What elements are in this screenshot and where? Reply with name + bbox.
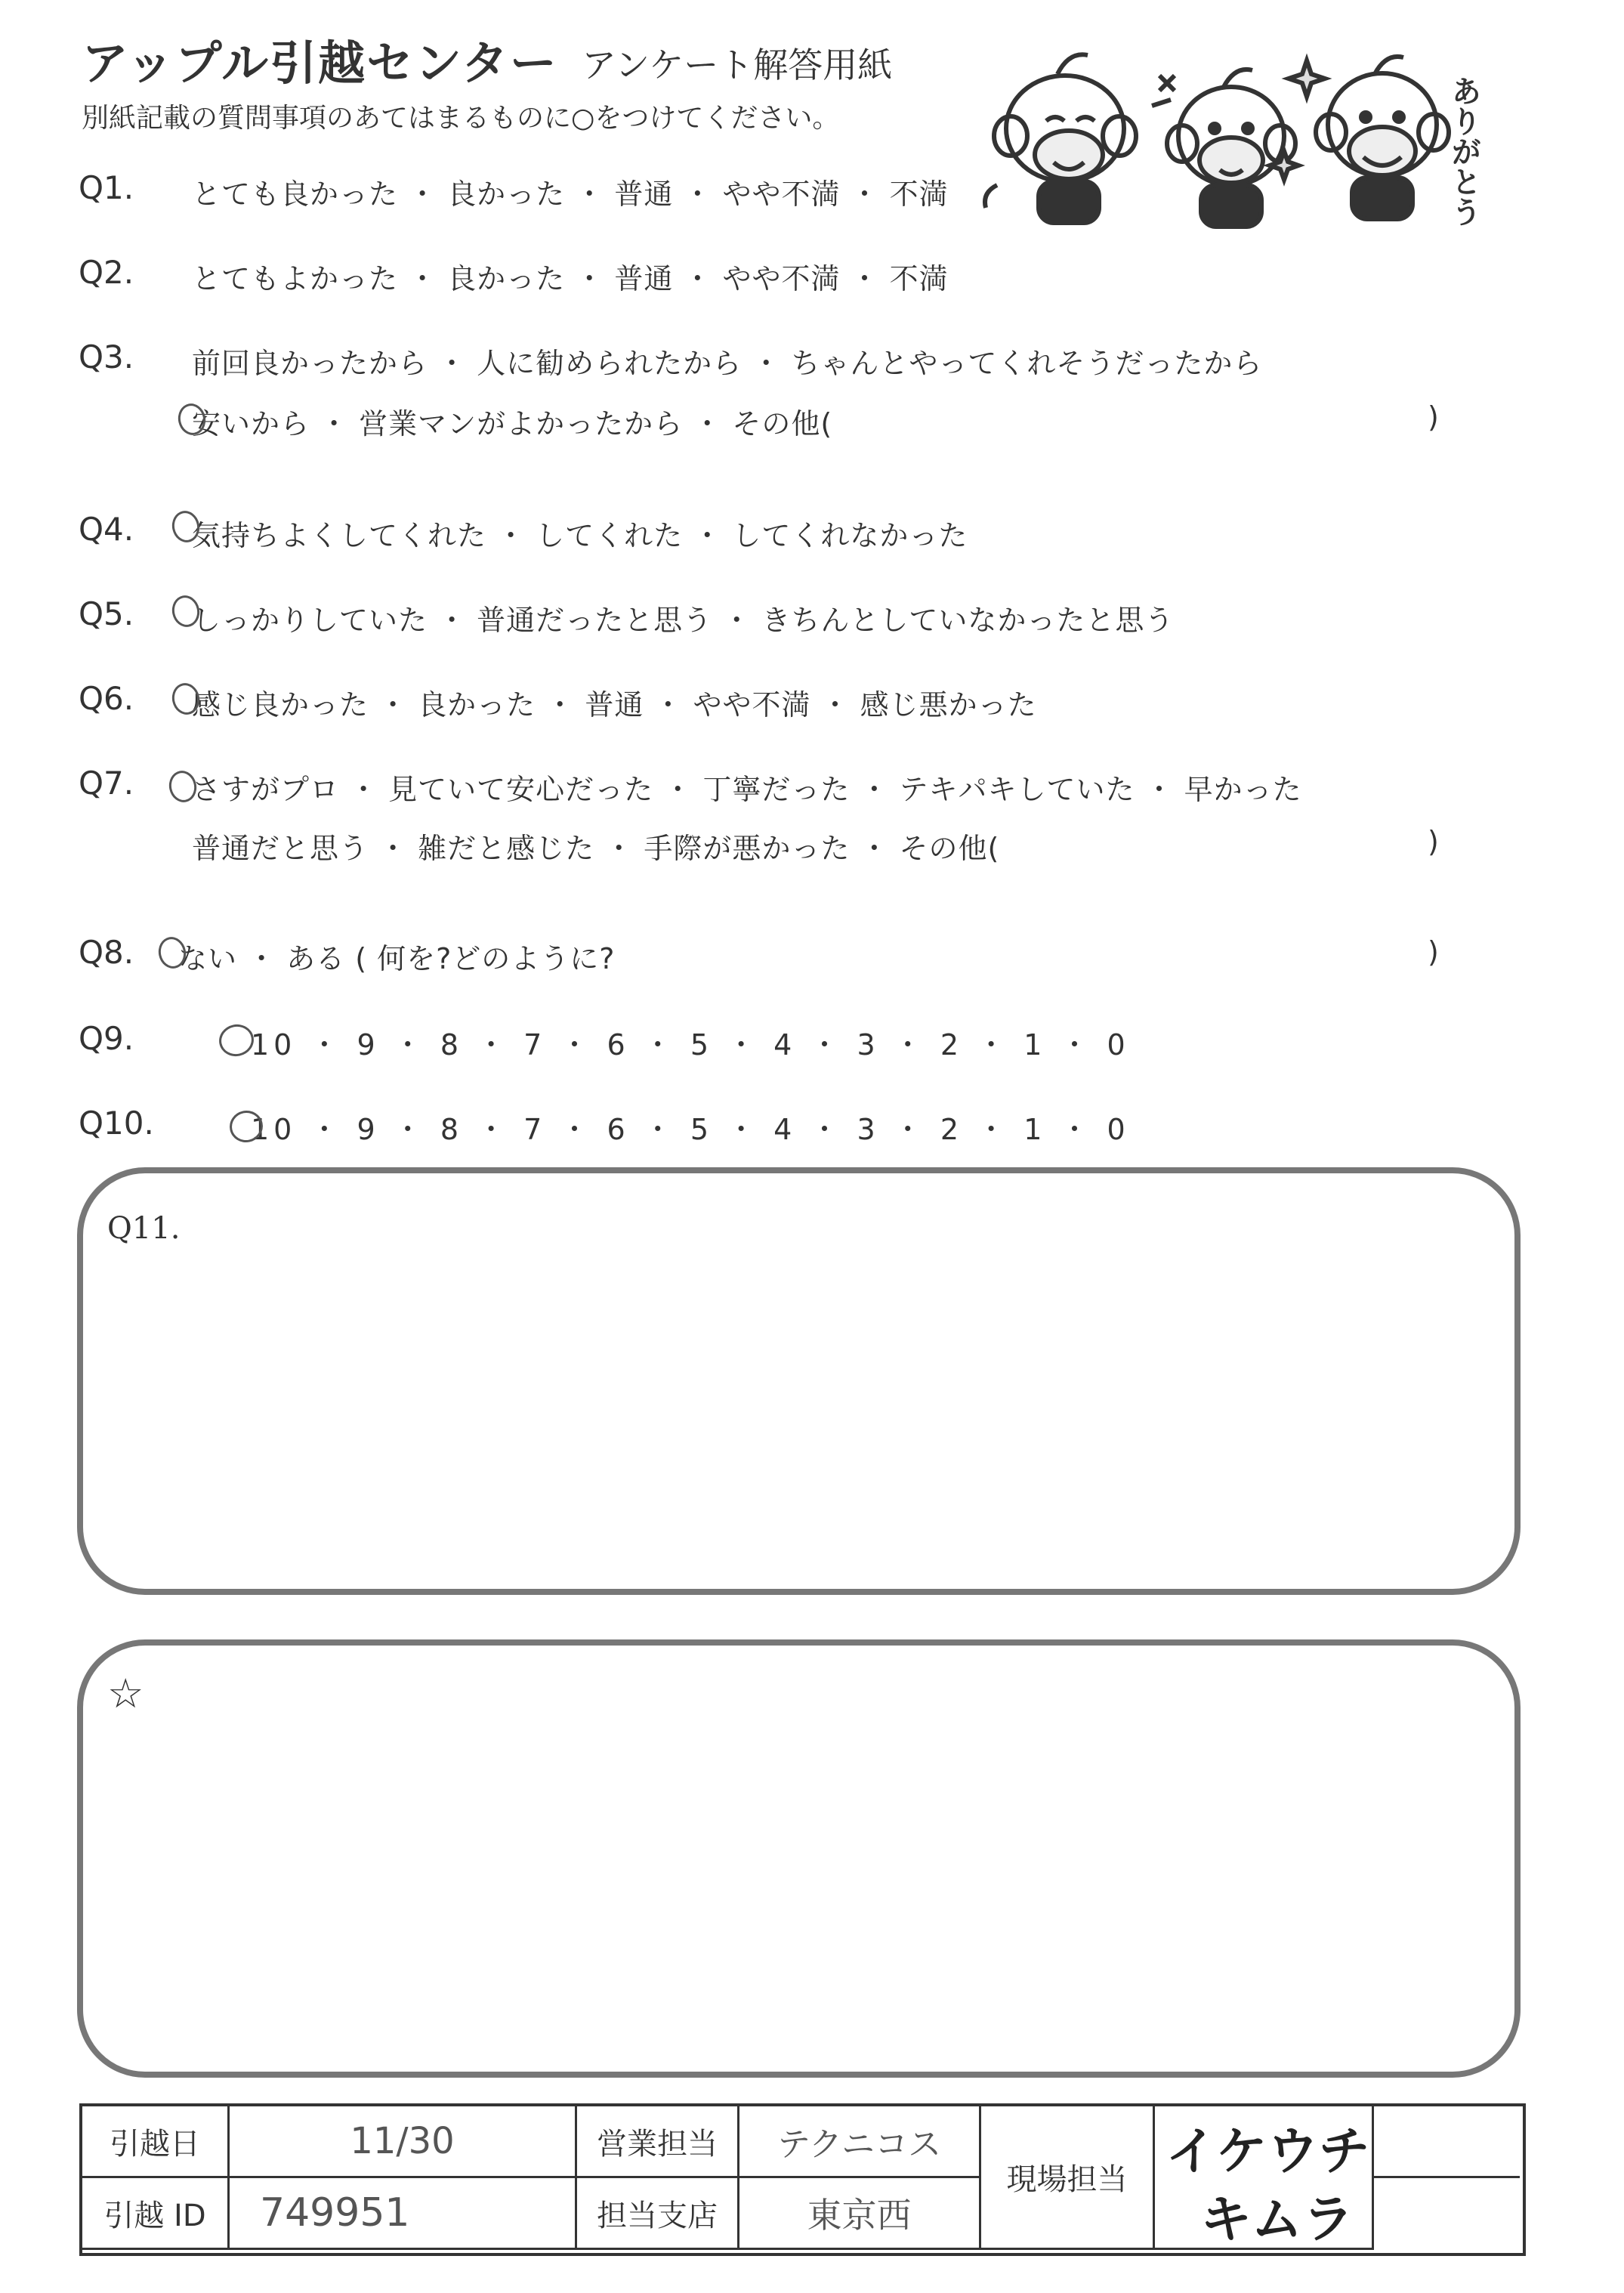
q1-label: Q1. — [79, 169, 134, 206]
q11-comment-box[interactable] — [77, 1167, 1521, 1595]
star-label: ☆ — [107, 1670, 144, 1717]
site-value-cell — [1155, 2106, 1374, 2250]
monkey-icon-2 — [1152, 70, 1295, 227]
instruction-text: 別紙記載の質問事項のあてはまるものに○をつけてください。 — [82, 103, 840, 134]
q9-scale: 10 ・ 9 ・ 8 ・ 7 ・ 6 ・ 5 ・ 4 ・ 3 ・ 2 ・ 1 ・ 0 — [251, 1028, 1130, 1062]
q5-options: しっかりしていた ・ 普通だったと思う ・ きちんとしていなかったと思う — [192, 604, 1175, 637]
q2-label: Q2. — [79, 254, 134, 291]
q1-options: とても良かった ・ 良かった ・ 普通 ・ やや不満 ・ 不満 — [192, 178, 949, 211]
q3-options-line2: 安いから ・ 営業マンがよかったから ・ その他( — [192, 407, 833, 440]
sales-label: 営業担当 — [577, 2106, 739, 2178]
extra-cell-top — [1374, 2106, 1520, 2178]
branch-value: 東京西 — [739, 2178, 981, 2250]
site-value-2: キムラ — [1200, 2190, 1354, 2250]
q2-options: とてもよかった ・ 良かった ・ 普通 ・ やや不満 ・ 不満 — [192, 262, 949, 295]
q10-scale: 10 ・ 9 ・ 8 ・ 7 ・ 6 ・ 5 ・ 4 ・ 3 ・ 2 ・ 1 ・ 0 — [251, 1113, 1130, 1146]
q5-label: Q5. — [79, 595, 134, 632]
q3-options-line1: 前回良かったから ・ 人に勧められたから ・ ちゃんとやってくれそうだったから — [192, 347, 1263, 380]
move-id-value: 749951 — [230, 2178, 577, 2250]
q3-close-paren: ) — [1428, 400, 1439, 434]
site-label: 現場担当 — [981, 2106, 1155, 2250]
q9-label: Q9. — [79, 1020, 134, 1057]
form-subtitle: アンケート解答用紙 — [582, 45, 893, 85]
q6-label: Q6. — [79, 680, 134, 717]
thanks-text: ありがとう — [1446, 76, 1481, 227]
q8-close-paren: ) — [1428, 935, 1439, 969]
footer-table — [79, 2103, 1526, 2256]
q8-label: Q8. — [79, 934, 134, 971]
q7-options-line1: さすがプロ ・ 見ていて安心だった ・ 丁寧だった ・ テキパキしていた ・ 早かった — [192, 773, 1302, 806]
q8-options: ない ・ ある ( 何を?どのように? — [178, 942, 616, 975]
move-date-value: 11/30 — [230, 2106, 577, 2178]
move-date-label: 引越日 — [82, 2106, 230, 2178]
branch-label: 担当支店 — [577, 2178, 739, 2250]
site-value-1: イケウチ — [1166, 2122, 1370, 2182]
monkey-icon-1 — [985, 54, 1136, 223]
star-comment-box[interactable] — [77, 1639, 1521, 2078]
q4-label: Q4. — [79, 511, 134, 548]
q10-label: Q10. — [79, 1105, 154, 1142]
move-id-label: 引越 ID — [82, 2178, 230, 2250]
sales-value: テクニコス — [739, 2106, 981, 2178]
q11-label: Q11. — [107, 1211, 181, 1246]
q7-options-line2: 普通だと思う ・ 雑だと感じた ・ 手際が悪かった ・ その他( — [192, 832, 1000, 865]
mascot-illustration — [974, 30, 1496, 234]
q3-label: Q3. — [79, 338, 134, 375]
q7-label: Q7. — [79, 765, 134, 802]
extra-cell-bottom — [1374, 2178, 1520, 2250]
q7-close-paren: ) — [1428, 825, 1439, 858]
q4-options: 気持ちよくしてくれた ・ してくれた ・ してくれなかった — [192, 519, 968, 552]
q6-options: 感じ良かった ・ 良かった ・ 普通 ・ やや不満 ・ 感じ悪かった — [192, 688, 1037, 722]
brand-title: アップル引越センター — [82, 36, 558, 91]
